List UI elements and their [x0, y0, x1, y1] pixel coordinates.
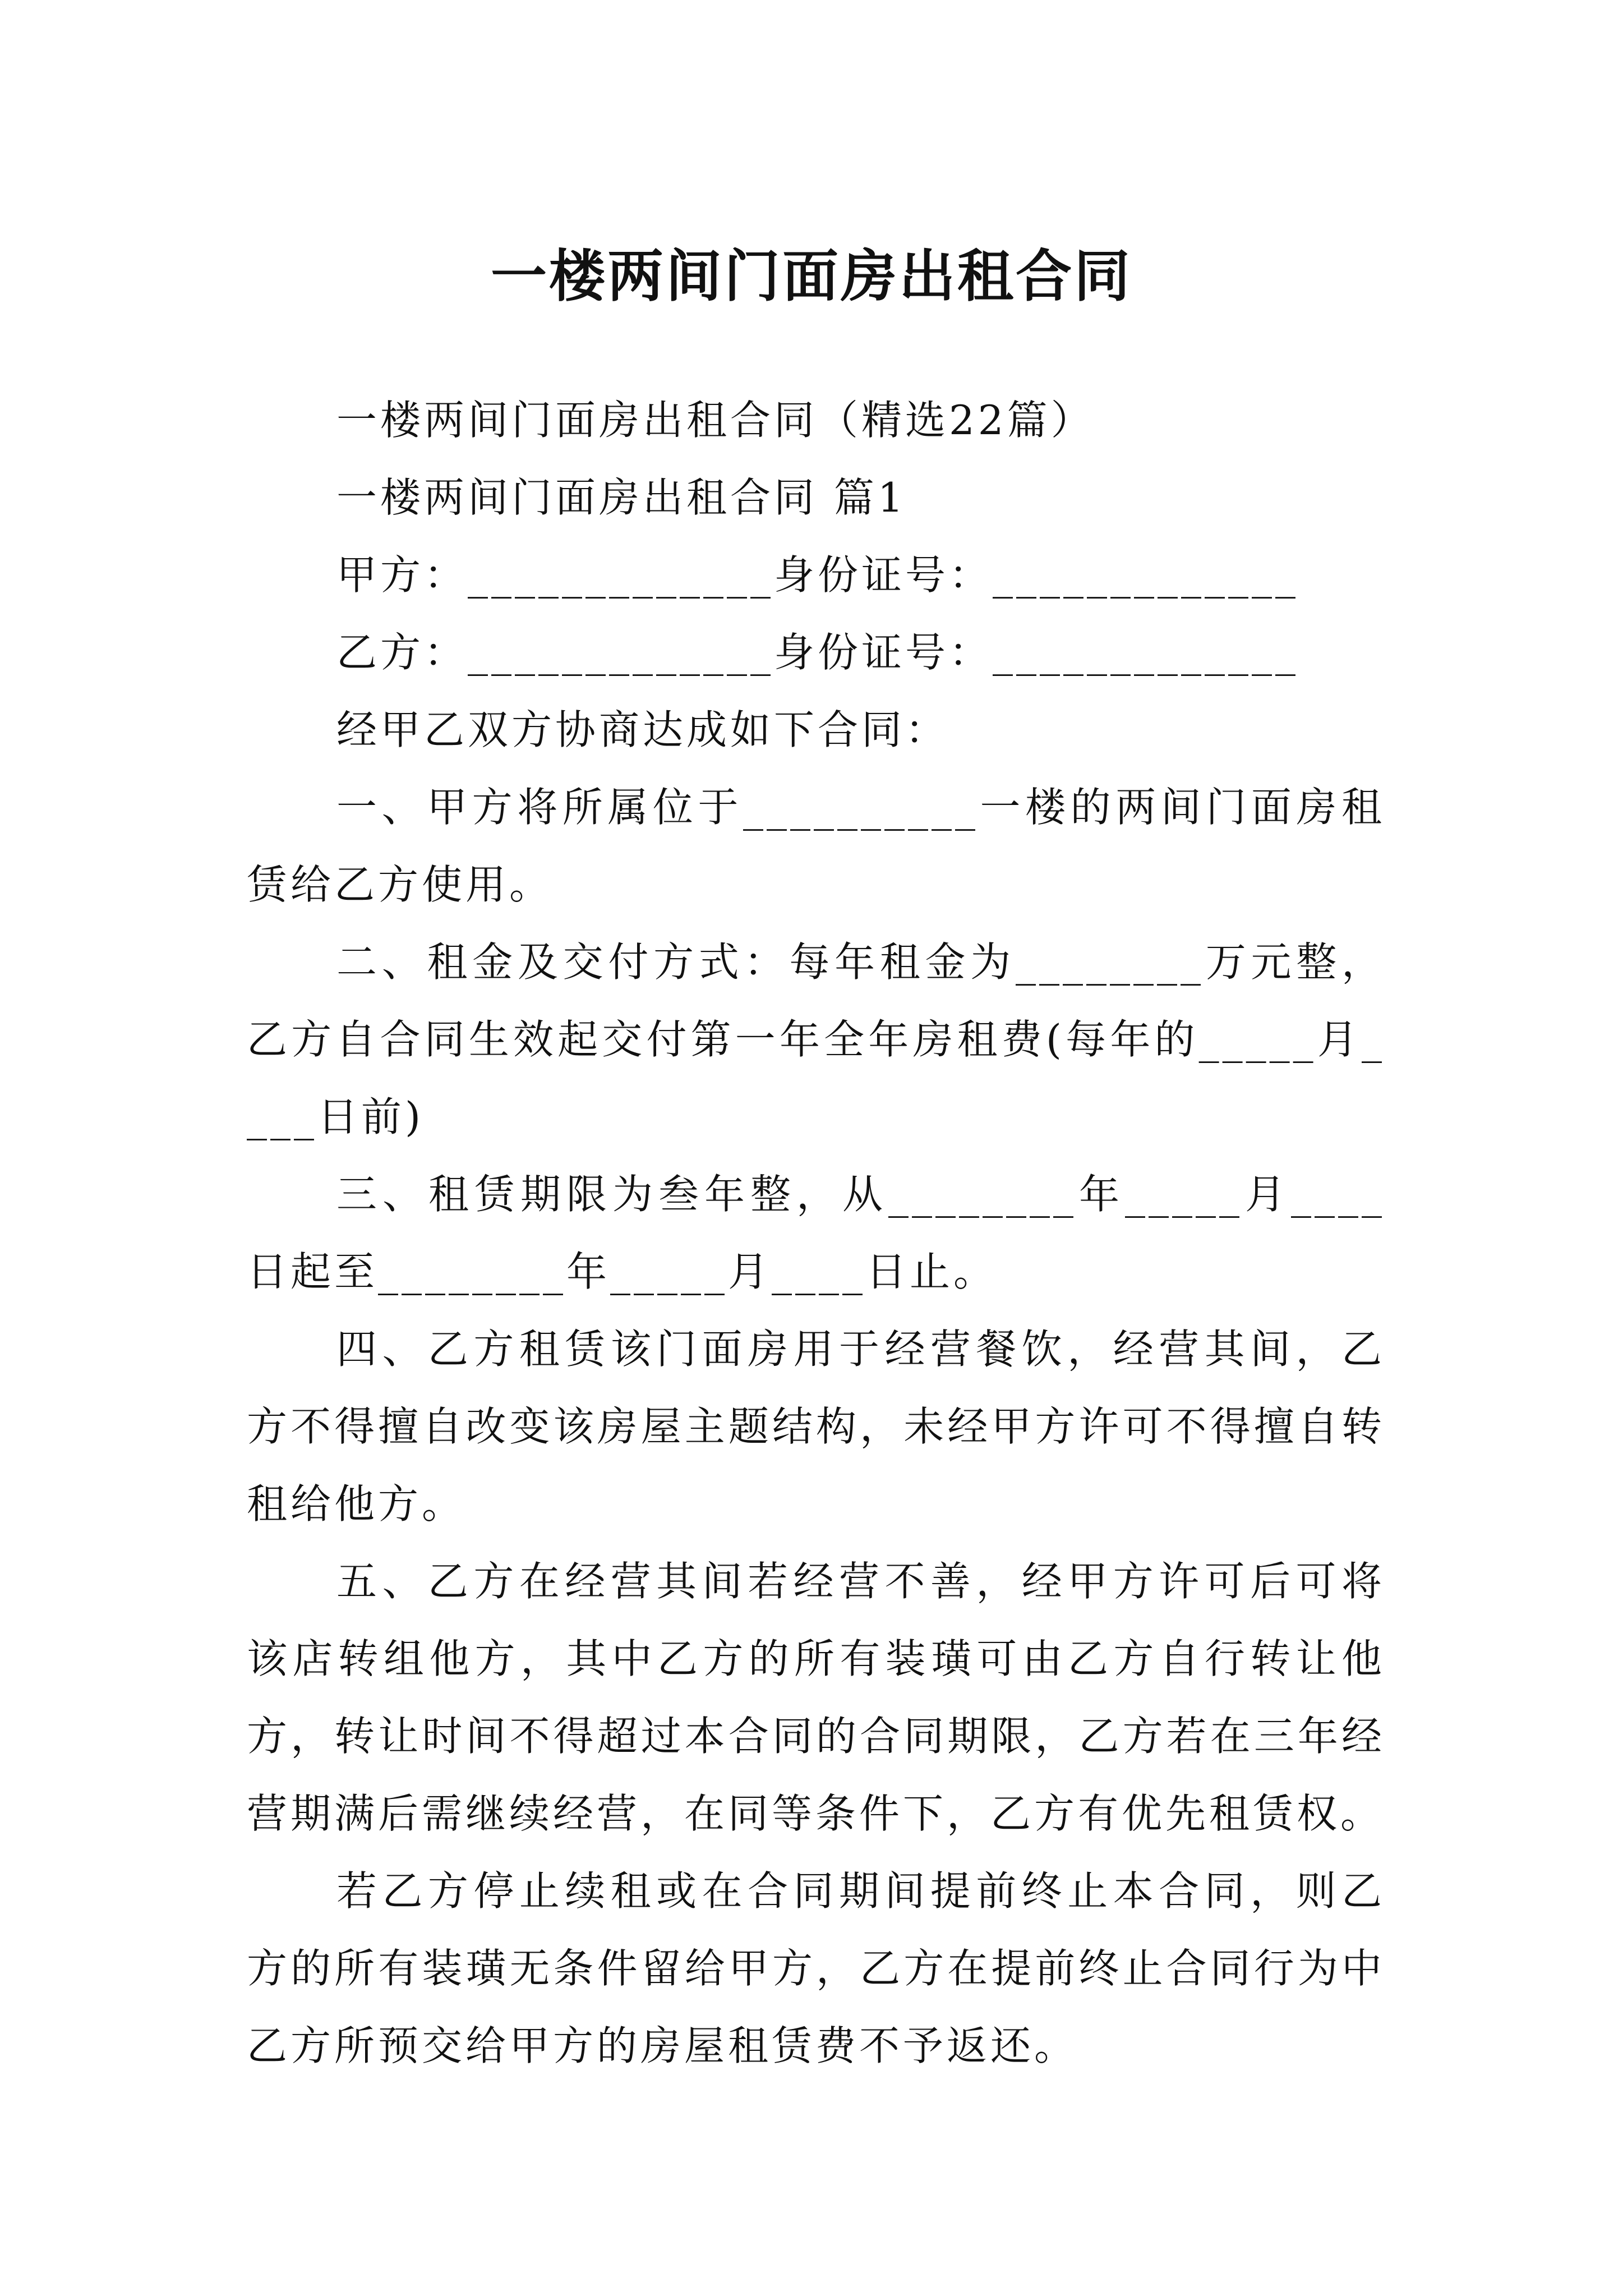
subtitle: 一楼两间门面房出租合同（精选22篇） — [336, 397, 1095, 444]
document-body — [247, 381, 1385, 2085]
clause-4: 四、乙方租赁该门面房用于经营餐饮，经营其间，乙方不得擅自改变该房屋主题结构，未经甲方许可不得擅自转租给他方。 — [247, 1326, 1385, 1527]
clause-3: 三、租赁期限为叁年整，从________年_____月____日起至________年_____月____日止。 — [247, 1171, 1385, 1295]
clause-5: 五、乙方在经营其间若经营不善，经甲方许可后可将该店转组他方，其中乙方的所有装璜可由乙方自行转让他方，转让时间不得超过本合同的合同期限，乙方若在三年经营期满后需继续经营，在同等条件下，乙方有优先租赁权。 — [247, 1558, 1385, 1837]
party-b-line: 乙方：_____________身份证号：_____________ — [336, 629, 1299, 676]
section-heading: 一楼两间门面房出租合同 篇1 — [336, 474, 907, 521]
clause-1: 一、甲方将所属位于__________一楼的两间门面房租赁给乙方使用。 — [247, 784, 1385, 908]
document-title: 一楼两间门面房出租合同 — [491, 243, 1132, 309]
clause-2: 二、租金及交付方式：每年租金为________万元整，乙方自合同生效起交付第一年全年房租费(每年的_____月____日前) — [247, 938, 1385, 1140]
party-a-line: 甲方：_____________身份证号：_____________ — [336, 551, 1299, 599]
agreement-intro: 经甲乙双方协商达成如下合同： — [336, 706, 949, 753]
clause-5-supplement: 若乙方停止续租或在合同期间提前终止本合同，则乙方的所有装璜无条件留给甲方，乙方在提前终止合同行为中乙方所预交给甲方的房屋租赁费不予返还。 — [247, 1867, 1385, 2069]
